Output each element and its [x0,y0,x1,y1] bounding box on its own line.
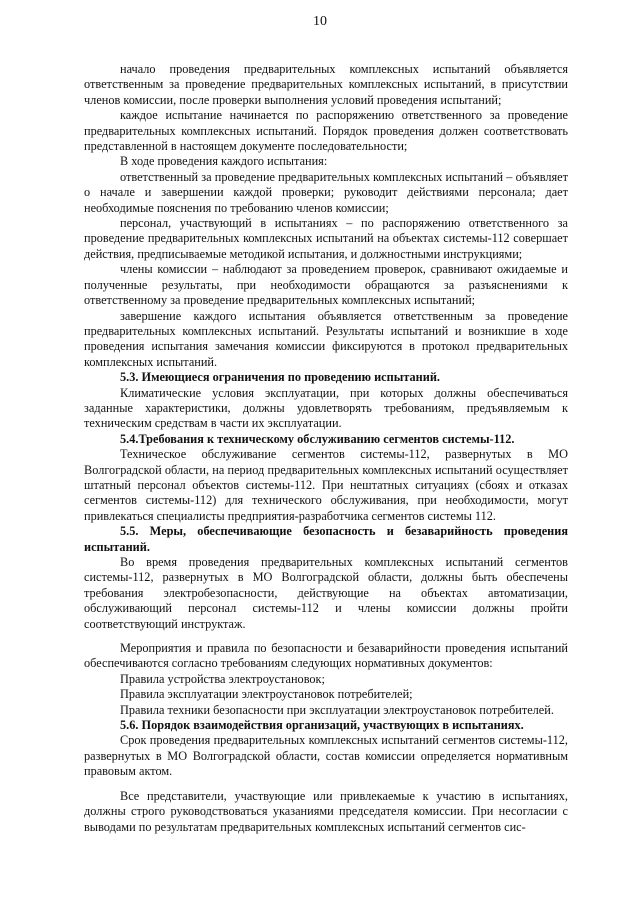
section-heading: 5.3. Имеющиеся ограничения по проведению испытаний. [120,370,440,385]
paragraph: завершение каждого испытания объявляется ответственным за проведение предварительных комплексных испытаний. Результаты испытаний и возникшие в ходе проведения испытания замечания комиссии фиксируются в протокол предварительных комплексных испытаний. [84,308,568,369]
paragraph: ответственный за проведение предварительных комплексных испытаний – объявляет о начале и завершении каждой проверки; руководит действиями персонала; дает необходимые пояснения по требованию членов комиссии; [84,169,568,215]
paragraph: члены комиссии – наблюдают за проведением проверок, сравнивают ожидаемые и полученные результаты, при необходимости обращаются за разъяснениями к ответственному за проведение предварительных комплексных испытаний; [84,262,568,308]
paragraph: Правила эксплуатации электроустановок потребителей; [120,687,413,702]
page-number: 10 [313,14,327,29]
paragraph: каждое испытание начинается по распоряжению ответственного за проведение предварительных комплексных испытаний. Порядок проведения должен соответствовать представленной в настоящем документе последовательности; [84,108,568,154]
paragraph: В ходе проведения каждого испытания: [120,154,328,169]
paragraph: персонал, участвующий в испытаниях – по распоряжению ответственного за проведение предварительных комплексных испытаний на объектах системы-112 совершает действия, предписываемые методикой испытания, и должностными инструкциями; [84,216,568,261]
paragraph: Правила техники безопасности при эксплуатации электроустановок потребителей. [120,702,554,717]
paragraph: Мероприятия и правила по безопасности и безаварийности проведения испытаний обеспечиваются согласно требованиям следующих нормативных документов: [84,641,568,671]
paragraph: Срок проведения предварительных комплексных испытаний сегментов системы-112, развернутых в МО Волгоградской области, состав комиссии определяется нормативным правовым актом. [84,733,568,779]
paragraph: Правила устройства электроустановок; [120,671,325,686]
section-heading: 5.4.Требования к техническому обслуживанию сегментов системы-112. [120,431,515,446]
paragraph: Климатические условия эксплуатации, при которых должны обеспечиваться заданные характеристики, должны удовлетворять требованиям, предъявляемым к техническим средствам в части их эксплуатации. [84,385,568,431]
section-heading: 5.5. Меры, обеспечивающие безопасность и безаварийность проведения испытаний. [84,524,568,554]
document-body [84,62,568,835]
paragraph: Все представители, участвующие или привлекаемые к участию в испытаниях, должны строго руководствоваться указаниями председателя комиссии. При несогласии с выводами по результатам предварительных комплексных испытаний сегментов сис- [84,788,568,834]
paragraph: Техническое обслуживание сегментов системы-112, развернутых в МО Волгоградской области, на период предварительных комплексных испытаний осуществляет штатный персонал объектов системы-112. При нештатных ситуациях (сбоях и отказах сегментов системы-112) для технического обслуживания, при необходимости, могут привлекаться специалисты предприятия-разработчика сегментов системы 112. [84,447,568,523]
section-heading: 5.6. Порядок взаимодействия организаций, участвующих в испытаниях. [120,718,524,733]
paragraph: Во время проведения предварительных комплексных испытаний сегментов системы-112, развернутых в МО Волгоградской области, должны быть обеспечены требования электробезопасности, действующие на объектах автоматизации, обслуживающий персонал системы-112 и члены комиссии должны пройти соответствующий инструктаж. [84,555,568,631]
paragraph: начало проведения предварительных комплексных испытаний объявляется ответственным за проведение предварительных комплексных испытаний, в присутствии членов комиссии, после проверки выполнения условий проведения испытаний; [84,62,568,107]
